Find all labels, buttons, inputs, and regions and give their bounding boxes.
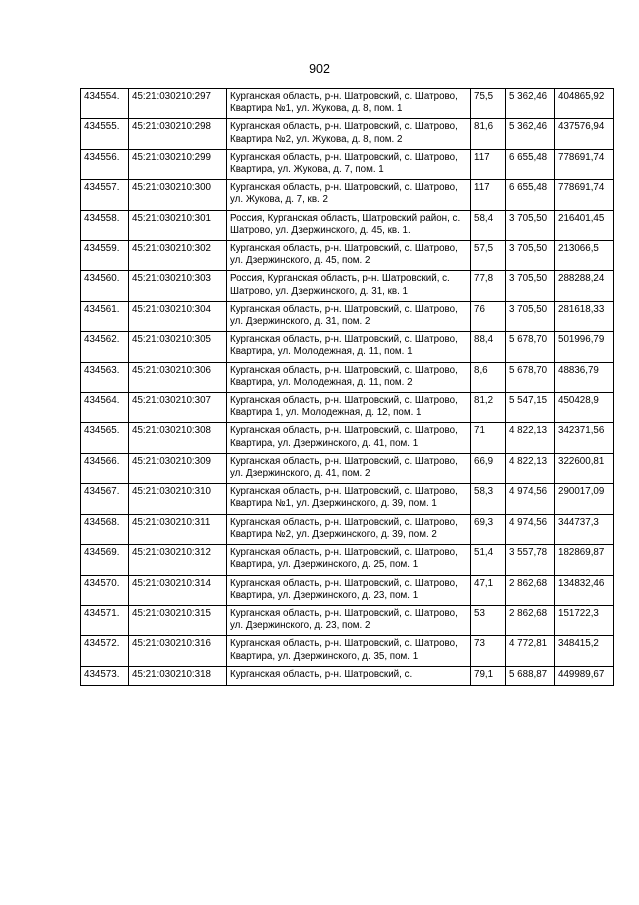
unit-price-cell: 6 655,48 (506, 180, 555, 210)
cadastral-number-cell: 45:21:030210:309 (129, 453, 227, 483)
unit-price-cell: 5 362,46 (506, 89, 555, 119)
table-row (81, 180, 614, 210)
area-cell: 53 (471, 605, 506, 635)
cadastral-value-cell: 501996,79 (555, 332, 614, 362)
area-cell: 81,6 (471, 119, 506, 149)
address-cell: Курганская область, р-н. Шатровский, с. Шатрово, ул. Дзержинского, д. 41, пом. 2 (227, 453, 471, 483)
area-cell: 75,5 (471, 89, 506, 119)
table-row (81, 393, 614, 423)
row-number-cell: 434571. (81, 605, 129, 635)
row-number-cell: 434561. (81, 301, 129, 331)
row-number-cell: 434558. (81, 210, 129, 240)
row-number-cell: 434568. (81, 514, 129, 544)
row-number-cell: 434563. (81, 362, 129, 392)
row-number-cell: 434567. (81, 484, 129, 514)
address-cell: Курганская область, р-н. Шатровский, с. Шатрово, Квартира №1, ул. Дзержинского, д. 39, пом. 1 (227, 484, 471, 514)
area-cell: 71 (471, 423, 506, 453)
row-number-cell: 434557. (81, 180, 129, 210)
area-cell: 8,6 (471, 362, 506, 392)
table-row (81, 545, 614, 575)
table-row (81, 423, 614, 453)
cadastral-value-cell: 182869,87 (555, 545, 614, 575)
cadastral-value-cell: 450428,9 (555, 393, 614, 423)
address-cell: Курганская область, р-н. Шатровский, с. Шатрово, ул. Дзержинского, д. 23, пом. 2 (227, 605, 471, 635)
unit-price-cell: 4 822,13 (506, 453, 555, 483)
cadastral-number-cell: 45:21:030210:310 (129, 484, 227, 514)
cadastral-value-cell: 48836,79 (555, 362, 614, 392)
cadastral-number-cell: 45:21:030210:315 (129, 605, 227, 635)
unit-price-cell: 5 547,15 (506, 393, 555, 423)
row-number-cell: 434560. (81, 271, 129, 301)
table-row (81, 484, 614, 514)
unit-price-cell: 3 557,78 (506, 545, 555, 575)
table-row (81, 362, 614, 392)
registry-body (81, 89, 614, 686)
address-cell: Курганская область, р-н. Шатровский, с. Шатрово, Квартира, ул. Молодежная, д. 11, пом. 1 (227, 332, 471, 362)
address-cell: Курганская область, р-н. Шатровский, с. Шатрово, Квартира, ул. Дзержинского, д. 25, пом. 1 (227, 545, 471, 575)
row-number-cell: 434562. (81, 332, 129, 362)
table-row (81, 241, 614, 271)
area-cell: 77,8 (471, 271, 506, 301)
cadastral-value-cell: 281618,33 (555, 301, 614, 331)
area-cell: 69,3 (471, 514, 506, 544)
unit-price-cell: 3 705,50 (506, 271, 555, 301)
cadastral-value-cell: 216401,45 (555, 210, 614, 240)
address-cell: Курганская область, р-н. Шатровский, с. Шатрово, ул. Жукова, д. 7, кв. 2 (227, 180, 471, 210)
address-cell: Россия, Курганская область, Шатровский район, с. Шатрово, ул. Дзержинского, д. 45, кв. 1. (227, 210, 471, 240)
table-row (81, 271, 614, 301)
row-number-cell: 434555. (81, 119, 129, 149)
unit-price-cell: 3 705,50 (506, 241, 555, 271)
address-cell: Курганская область, р-н. Шатровский, с. Шатрово, Квартира, ул. Дзержинского, д. 35, пом. 1 (227, 636, 471, 666)
address-cell: Курганская область, р-н. Шатровский, с. Шатрово, ул. Дзержинского, д. 31, пом. 2 (227, 301, 471, 331)
address-cell: Курганская область, р-н. Шатровский, с. Шатрово, Квартира, ул. Молодежная, д. 11, пом. 2 (227, 362, 471, 392)
cadastral-value-cell: 342371,56 (555, 423, 614, 453)
cadastral-value-cell: 404865,92 (555, 89, 614, 119)
cadastral-value-cell: 778691,74 (555, 180, 614, 210)
cadastral-value-cell: 344737,3 (555, 514, 614, 544)
unit-price-cell: 4 772,81 (506, 636, 555, 666)
unit-price-cell: 3 705,50 (506, 301, 555, 331)
address-cell: Курганская область, р-н. Шатровский, с. (227, 666, 471, 685)
cadastral-number-cell: 45:21:030210:297 (129, 89, 227, 119)
area-cell: 88,4 (471, 332, 506, 362)
table-row (81, 301, 614, 331)
row-number-cell: 434559. (81, 241, 129, 271)
row-number-cell: 434565. (81, 423, 129, 453)
cadastral-number-cell: 45:21:030210:303 (129, 271, 227, 301)
table-row (81, 210, 614, 240)
area-cell: 81,2 (471, 393, 506, 423)
cadastral-number-cell: 45:21:030210:304 (129, 301, 227, 331)
unit-price-cell: 5 678,70 (506, 362, 555, 392)
area-cell: 58,3 (471, 484, 506, 514)
cadastral-value-cell: 437576,94 (555, 119, 614, 149)
row-number-cell: 434573. (81, 666, 129, 685)
area-cell: 47,1 (471, 575, 506, 605)
row-number-cell: 434554. (81, 89, 129, 119)
table-row (81, 453, 614, 483)
area-cell: 73 (471, 636, 506, 666)
cadastral-number-cell: 45:21:030210:316 (129, 636, 227, 666)
cadastral-value-cell: 134832,46 (555, 575, 614, 605)
cadastral-number-cell: 45:21:030210:301 (129, 210, 227, 240)
row-number-cell: 434556. (81, 149, 129, 179)
cadastral-number-cell: 45:21:030210:314 (129, 575, 227, 605)
area-cell: 51,4 (471, 545, 506, 575)
unit-price-cell: 5 678,70 (506, 332, 555, 362)
property-registry-table (80, 88, 614, 686)
cadastral-number-cell: 45:21:030210:312 (129, 545, 227, 575)
row-number-cell: 434570. (81, 575, 129, 605)
cadastral-value-cell: 290017,09 (555, 484, 614, 514)
area-cell: 57,5 (471, 241, 506, 271)
unit-price-cell: 3 705,50 (506, 210, 555, 240)
row-number-cell: 434569. (81, 545, 129, 575)
address-cell: Курганская область, р-н. Шатровский, с. Шатрово, ул. Дзержинского, д. 45, пом. 2 (227, 241, 471, 271)
table-row (81, 605, 614, 635)
cadastral-value-cell: 213066,5 (555, 241, 614, 271)
cadastral-value-cell: 288288,24 (555, 271, 614, 301)
cadastral-number-cell: 45:21:030210:307 (129, 393, 227, 423)
unit-price-cell: 2 862,68 (506, 575, 555, 605)
page-number: 902 (309, 62, 330, 76)
area-cell: 76 (471, 301, 506, 331)
cadastral-number-cell: 45:21:030210:308 (129, 423, 227, 453)
address-cell: Курганская область, р-н. Шатровский, с. Шатрово, Квартира, ул. Дзержинского, д. 41, пом. 1 (227, 423, 471, 453)
unit-price-cell: 5 362,46 (506, 119, 555, 149)
cadastral-number-cell: 45:21:030210:311 (129, 514, 227, 544)
cadastral-value-cell: 449989,67 (555, 666, 614, 685)
unit-price-cell: 2 862,68 (506, 605, 555, 635)
cadastral-number-cell: 45:21:030210:298 (129, 119, 227, 149)
table-row (81, 575, 614, 605)
cadastral-number-cell: 45:21:030210:306 (129, 362, 227, 392)
address-cell: Курганская область, р-н. Шатровский, с. Шатрово, Квартира №2, ул. Жукова, д. 8, пом. 2 (227, 119, 471, 149)
cadastral-number-cell: 45:21:030210:302 (129, 241, 227, 271)
address-cell: Курганская область, р-н. Шатровский, с. Шатрово, Квартира, ул. Жукова, д. 7, пом. 1 (227, 149, 471, 179)
table-row (81, 89, 614, 119)
address-cell: Курганская область, р-н. Шатровский, с. Шатрово, Квартира №1, ул. Жукова, д. 8, пом. 1 (227, 89, 471, 119)
table-row (81, 514, 614, 544)
area-cell: 66,9 (471, 453, 506, 483)
area-cell: 79,1 (471, 666, 506, 685)
address-cell: Россия, Курганская область, р-н. Шатровский, с. Шатрово, ул. Дзержинского, д. 31, кв. 1 (227, 271, 471, 301)
row-number-cell: 434572. (81, 636, 129, 666)
row-number-cell: 434564. (81, 393, 129, 423)
table-row (81, 636, 614, 666)
cadastral-number-cell: 45:21:030210:299 (129, 149, 227, 179)
table-row (81, 666, 614, 685)
unit-price-cell: 4 974,56 (506, 484, 555, 514)
unit-price-cell: 4 822,13 (506, 423, 555, 453)
cadastral-value-cell: 778691,74 (555, 149, 614, 179)
unit-price-cell: 5 688,87 (506, 666, 555, 685)
address-cell: Курганская область, р-н. Шатровский, с. Шатрово, Квартира, ул. Дзержинского, д. 23, пом. 1 (227, 575, 471, 605)
table-row (81, 149, 614, 179)
row-number-cell: 434566. (81, 453, 129, 483)
cadastral-value-cell: 322600,81 (555, 453, 614, 483)
area-cell: 58,4 (471, 210, 506, 240)
cadastral-value-cell: 151722,3 (555, 605, 614, 635)
address-cell: Курганская область, р-н. Шатровский, с. Шатрово, Квартира №2, ул. Дзержинского, д. 39, пом. 2 (227, 514, 471, 544)
cadastral-value-cell: 348415,2 (555, 636, 614, 666)
cadastral-number-cell: 45:21:030210:305 (129, 332, 227, 362)
table-row (81, 332, 614, 362)
area-cell: 117 (471, 149, 506, 179)
unit-price-cell: 4 974,56 (506, 514, 555, 544)
address-cell: Курганская область, р-н. Шатровский, с. Шатрово, Квартира 1, ул. Молодежная, д. 12, пом. 1 (227, 393, 471, 423)
unit-price-cell: 6 655,48 (506, 149, 555, 179)
cadastral-number-cell: 45:21:030210:318 (129, 666, 227, 685)
table-row (81, 119, 614, 149)
area-cell: 117 (471, 180, 506, 210)
cadastral-number-cell: 45:21:030210:300 (129, 180, 227, 210)
